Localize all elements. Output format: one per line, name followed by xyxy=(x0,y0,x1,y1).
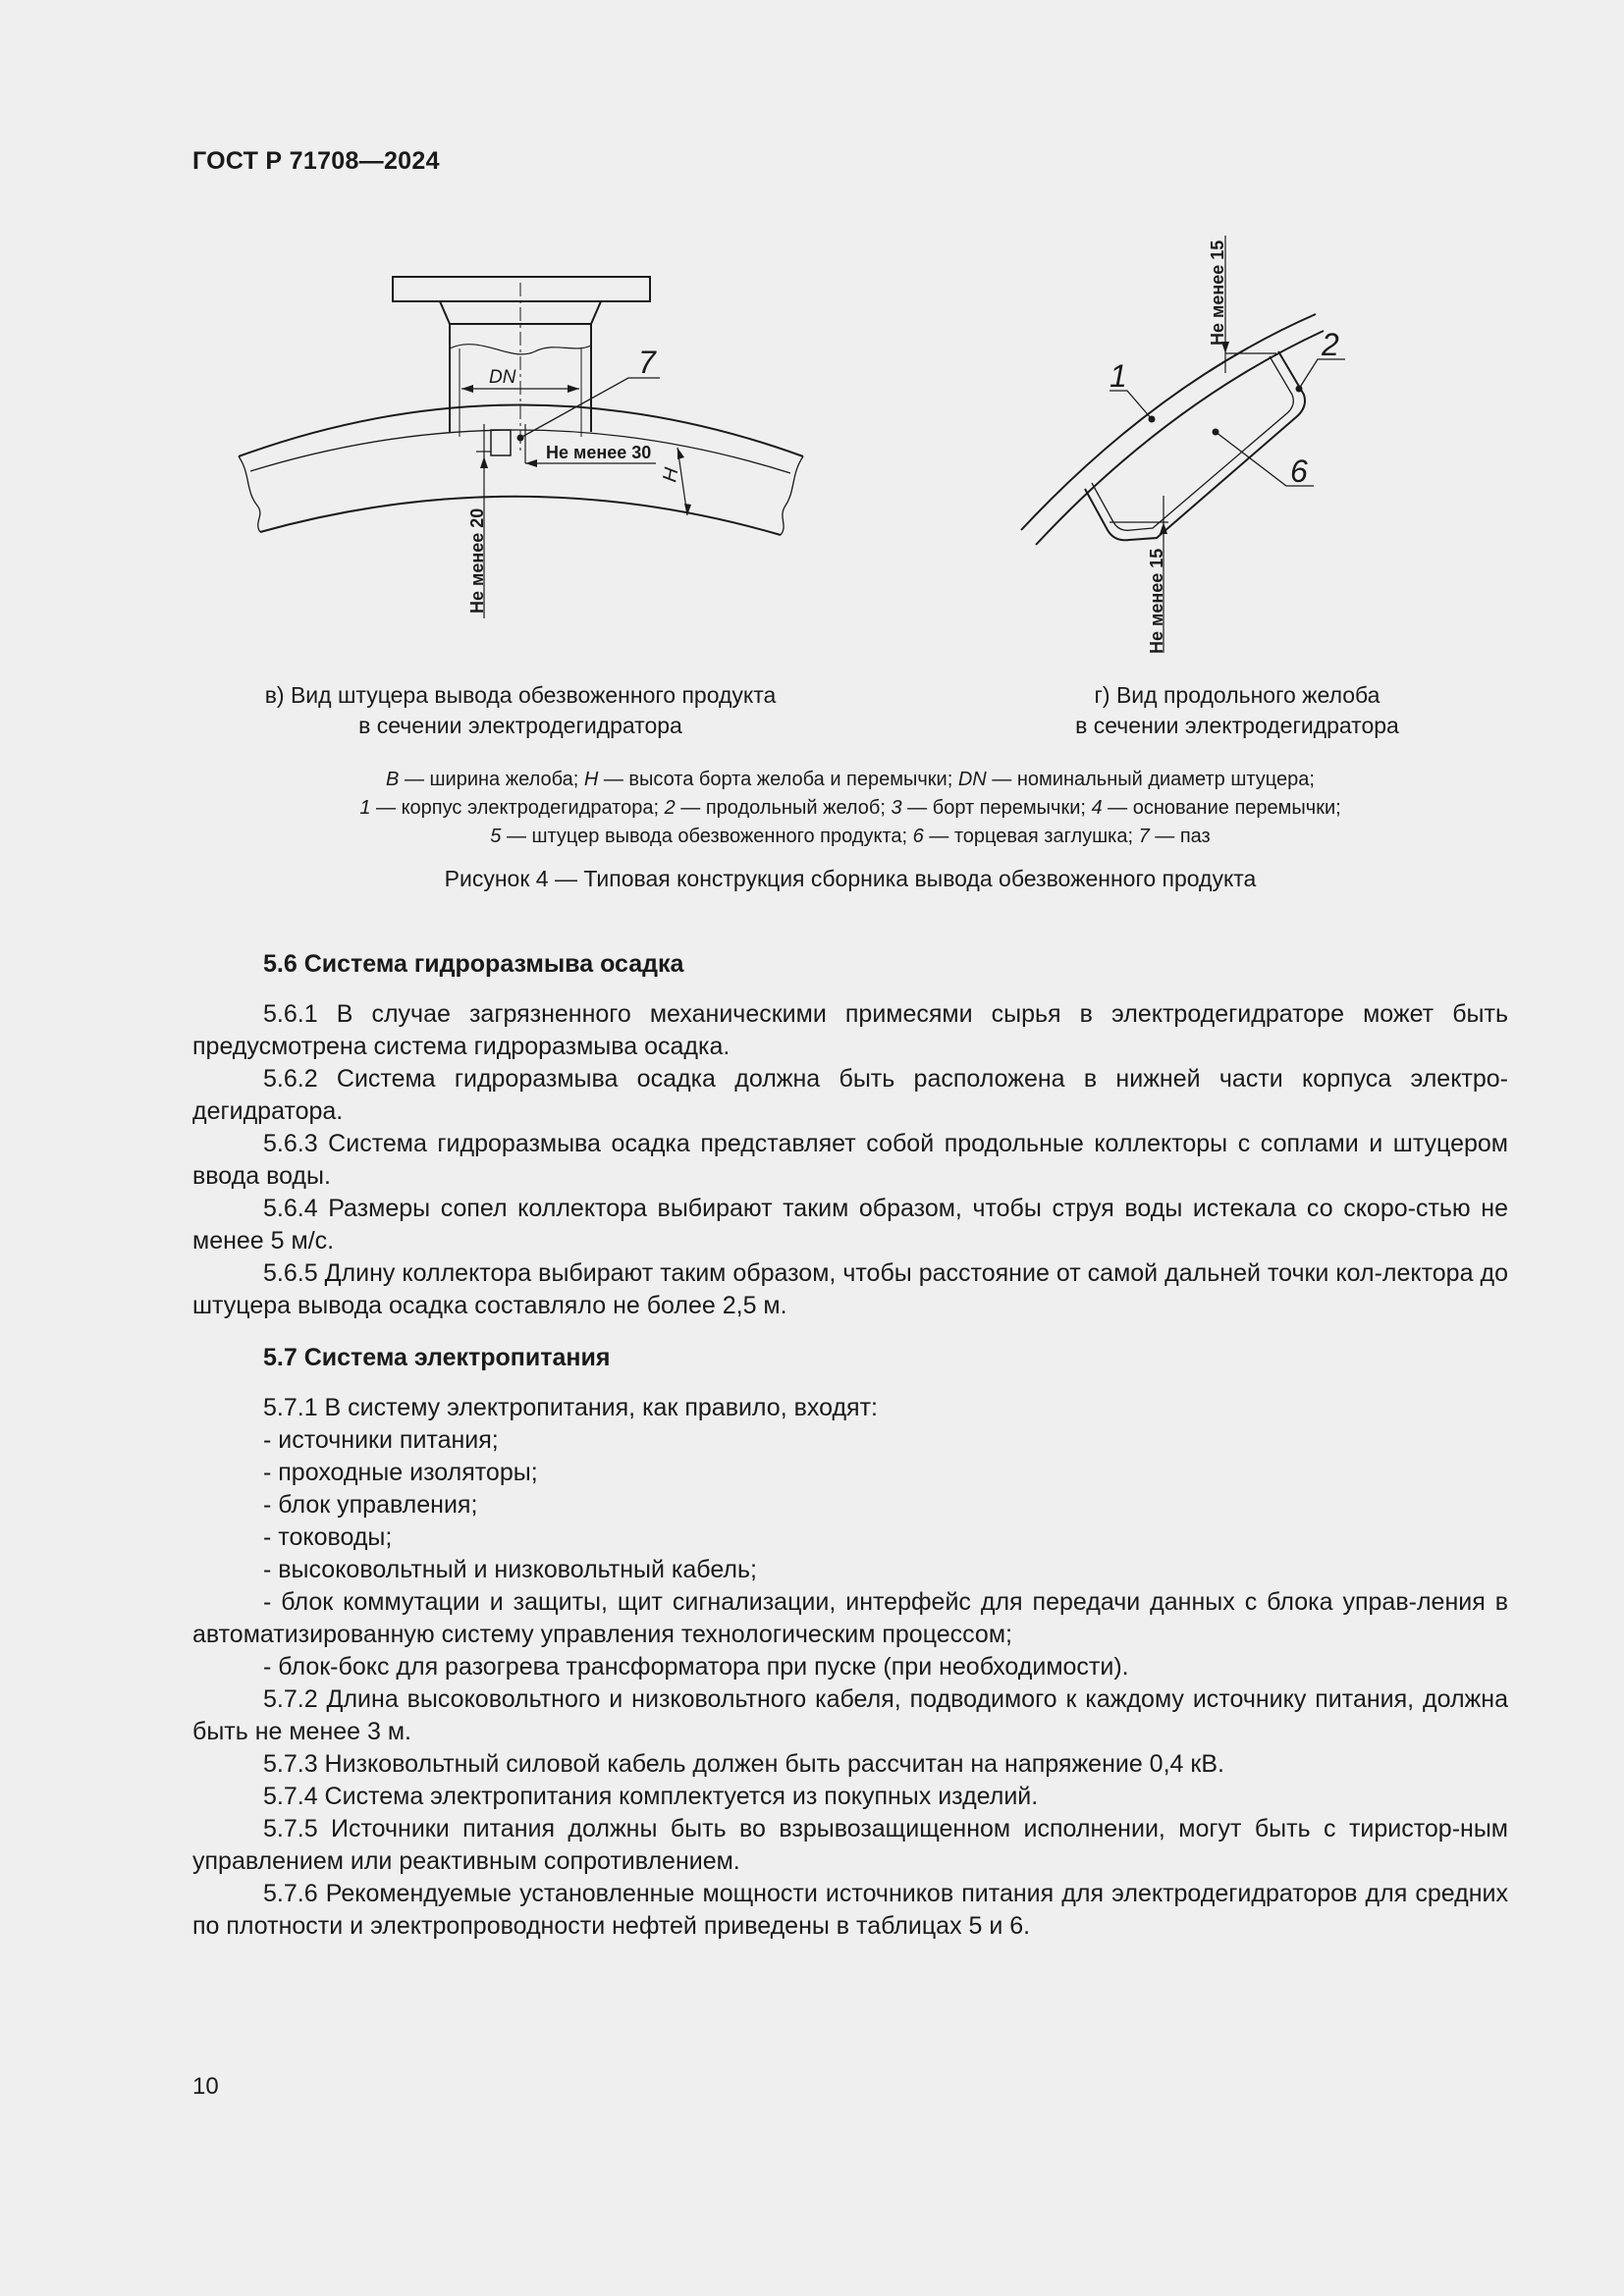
paragraph-5-7-5: 5.7.5 Источники питания должны быть во взрывозащищенном исполнении, могут быть с тиристор-ным управлением или реактивным сопротивлением. xyxy=(192,1815,1508,1875)
legend-symbol: 5 xyxy=(490,826,502,847)
page-number: 10 xyxy=(192,2073,219,2100)
legend-symbol: 6 xyxy=(912,826,924,847)
dn-arrow-left xyxy=(461,385,473,393)
callout-6: 6 xyxy=(1290,454,1308,489)
figure-legend xyxy=(192,766,1508,851)
spacer xyxy=(192,1322,1508,1342)
figure-drawing xyxy=(0,216,1624,667)
list-item: - проходные изоляторы; xyxy=(263,1459,538,1486)
h-arrow-top xyxy=(677,448,684,459)
legend-text: — штуцер вывода обезвоженного продукта; xyxy=(501,826,913,847)
paragraph-5-7-3: 5.7.3 Низковольтный силовой кабель должен быть рассчитан на напряжение 0,4 кВ. xyxy=(263,1750,1224,1778)
body-text xyxy=(192,948,1508,1943)
callout-2: 2 xyxy=(1322,327,1339,362)
paragraph-5-7-4: 5.7.4 Система электропитания комплектуется из покупных изделий. xyxy=(263,1783,1039,1810)
legend-text: — торцевая заглушка; xyxy=(923,826,1139,847)
shell-break-left xyxy=(239,456,260,532)
paragraph-5-6-3: 5.6.3 Система гидроразмыва осадка представляет собой продольные коллекторы с соплами и штуцером ввода воды. xyxy=(192,1130,1508,1190)
legend-symbol: 4 xyxy=(1091,797,1103,819)
shell-inner xyxy=(1036,331,1324,545)
list-item: - тоководы; xyxy=(263,1523,393,1551)
caption-trough-view xyxy=(943,680,1532,741)
caption-trough-line2: в сечении электродегидратора xyxy=(1075,713,1399,738)
dn-label: DN xyxy=(489,367,516,388)
section-heading-5-6: 5.6 Система гидроразмыва осадка xyxy=(263,950,684,978)
legend-symbol: 3 xyxy=(891,797,902,819)
legend-symbol: 1 xyxy=(359,797,371,819)
list-item: - высоковольтный и низковольтный кабель; xyxy=(263,1556,757,1583)
section-heading-5-7: 5.7 Система электропитания xyxy=(263,1344,611,1371)
legend-text: — паз xyxy=(1149,826,1211,847)
legend-text: — ширина желоба; xyxy=(399,769,584,790)
paragraph-5-6-1: 5.6.1 В случае загрязненного механическими примесями сырья в электродегидраторе может быть предусмотрена система гидроразмыва осадка. xyxy=(192,1000,1508,1060)
nozzle-view-drawing xyxy=(239,277,803,618)
paragraph-5-6-5: 5.6.5 Длину коллектора выбирают таким образом, чтобы расстояние от самой дальней точки кол-лектора до штуцера вывода осадка составляло не более 2,5 м. xyxy=(192,1259,1508,1319)
trough-view-drawing xyxy=(1021,236,1345,654)
spacer xyxy=(192,1374,1508,1392)
legend-text: — продольный желоб; xyxy=(675,797,892,819)
spacer xyxy=(192,981,1508,998)
not-less-30-label: Не менее 30 xyxy=(546,443,652,462)
leader-2 xyxy=(1299,359,1345,389)
figure-title: Рисунок 4 — Типовая конструкция сборника вывода обезвоженного продукта xyxy=(444,866,1257,891)
list-item: - блок-бокс для разогрева трансформатора при пуске (при необходимости). xyxy=(263,1653,1129,1681)
not-less-20-label: Не менее 20 xyxy=(467,507,487,614)
legend-text: — основание перемычки; xyxy=(1102,797,1341,819)
not-less-15-top-label: Не менее 15 xyxy=(1208,240,1227,346)
slot-7 xyxy=(491,430,511,455)
legend-symbol: 7 xyxy=(1138,826,1150,847)
dim-15-bottom-arrow xyxy=(1160,522,1167,534)
shell-bottom xyxy=(260,497,781,535)
legend-text: — номинальный диаметр штуцера; xyxy=(986,769,1315,790)
caption-nozzle-line2: в сечении электродегидратора xyxy=(358,713,682,738)
legend-text: — корпус электродегидратора; xyxy=(370,797,665,819)
caption-trough-line1: г) Вид продольного желоба xyxy=(1094,682,1380,708)
standard-header: ГОСТ Р 71708—2024 xyxy=(192,147,440,175)
dn-arrow-right xyxy=(568,385,579,393)
not-less-15-bottom-label: Не менее 15 xyxy=(1147,548,1166,654)
legend-symbol: B xyxy=(386,769,400,790)
caption-nozzle-line1: в) Вид штуцера вывода обезвоженного продукта xyxy=(264,682,777,708)
paragraph-5-7-2: 5.7.2 Длина высоковольтного и низковольтного кабеля, подводимого к каждому источнику питания, должна быть не менее 3 м. xyxy=(192,1685,1508,1745)
paragraph-5-6-4: 5.6.4 Размеры сопел коллектора выбирают таким образом, чтобы струя воды истекала со скоро-стью не менее 5 м/с. xyxy=(192,1195,1508,1255)
legend-line-3 xyxy=(192,823,1508,851)
paragraph-5-6-2: 5.6.2 Система гидроразмыва осадка должна быть расположена в нижней части корпуса электро-дегидратора. xyxy=(192,1065,1508,1125)
dim-30-arrow xyxy=(525,459,537,467)
legend-text: — борт перемычки; xyxy=(901,797,1092,819)
callout-1: 1 xyxy=(1110,358,1127,394)
h-label: H xyxy=(659,465,683,484)
figure-4 xyxy=(0,216,1624,667)
paragraph-5-7-1: 5.7.1 В систему электропитания, как правило, входят: xyxy=(263,1394,878,1421)
legend-text: — высота борта желоба и перемычки; xyxy=(598,769,958,790)
dim-20-arrow xyxy=(480,456,488,468)
paragraph-5-7-6: 5.7.6 Рекомендуемые установленные мощности источников питания для электродегидраторов для средних по плотности и электропроводности нефтей приведены в таблицах 5 и 6. xyxy=(192,1880,1508,1940)
callout-7: 7 xyxy=(638,345,656,380)
shell-break-right xyxy=(781,456,803,535)
legend-symbol: DN xyxy=(957,769,987,790)
flange xyxy=(393,277,650,301)
legend-symbol: 2 xyxy=(664,797,676,819)
list-item: - блок коммутации и защиты, щит сигнализации, интерфейс для передачи данных с блока управ-ления в автоматизированную систему управления технологическим процессом; xyxy=(192,1588,1508,1648)
legend-symbol: H xyxy=(583,769,599,790)
break-line xyxy=(450,345,591,354)
list-item: - источники питания; xyxy=(263,1426,499,1454)
shell-outer xyxy=(1021,314,1316,530)
caption-nozzle-view xyxy=(196,680,844,741)
legend-line-1 xyxy=(192,766,1508,794)
list-item: - блок управления; xyxy=(263,1491,478,1519)
legend-line-2 xyxy=(192,794,1508,823)
